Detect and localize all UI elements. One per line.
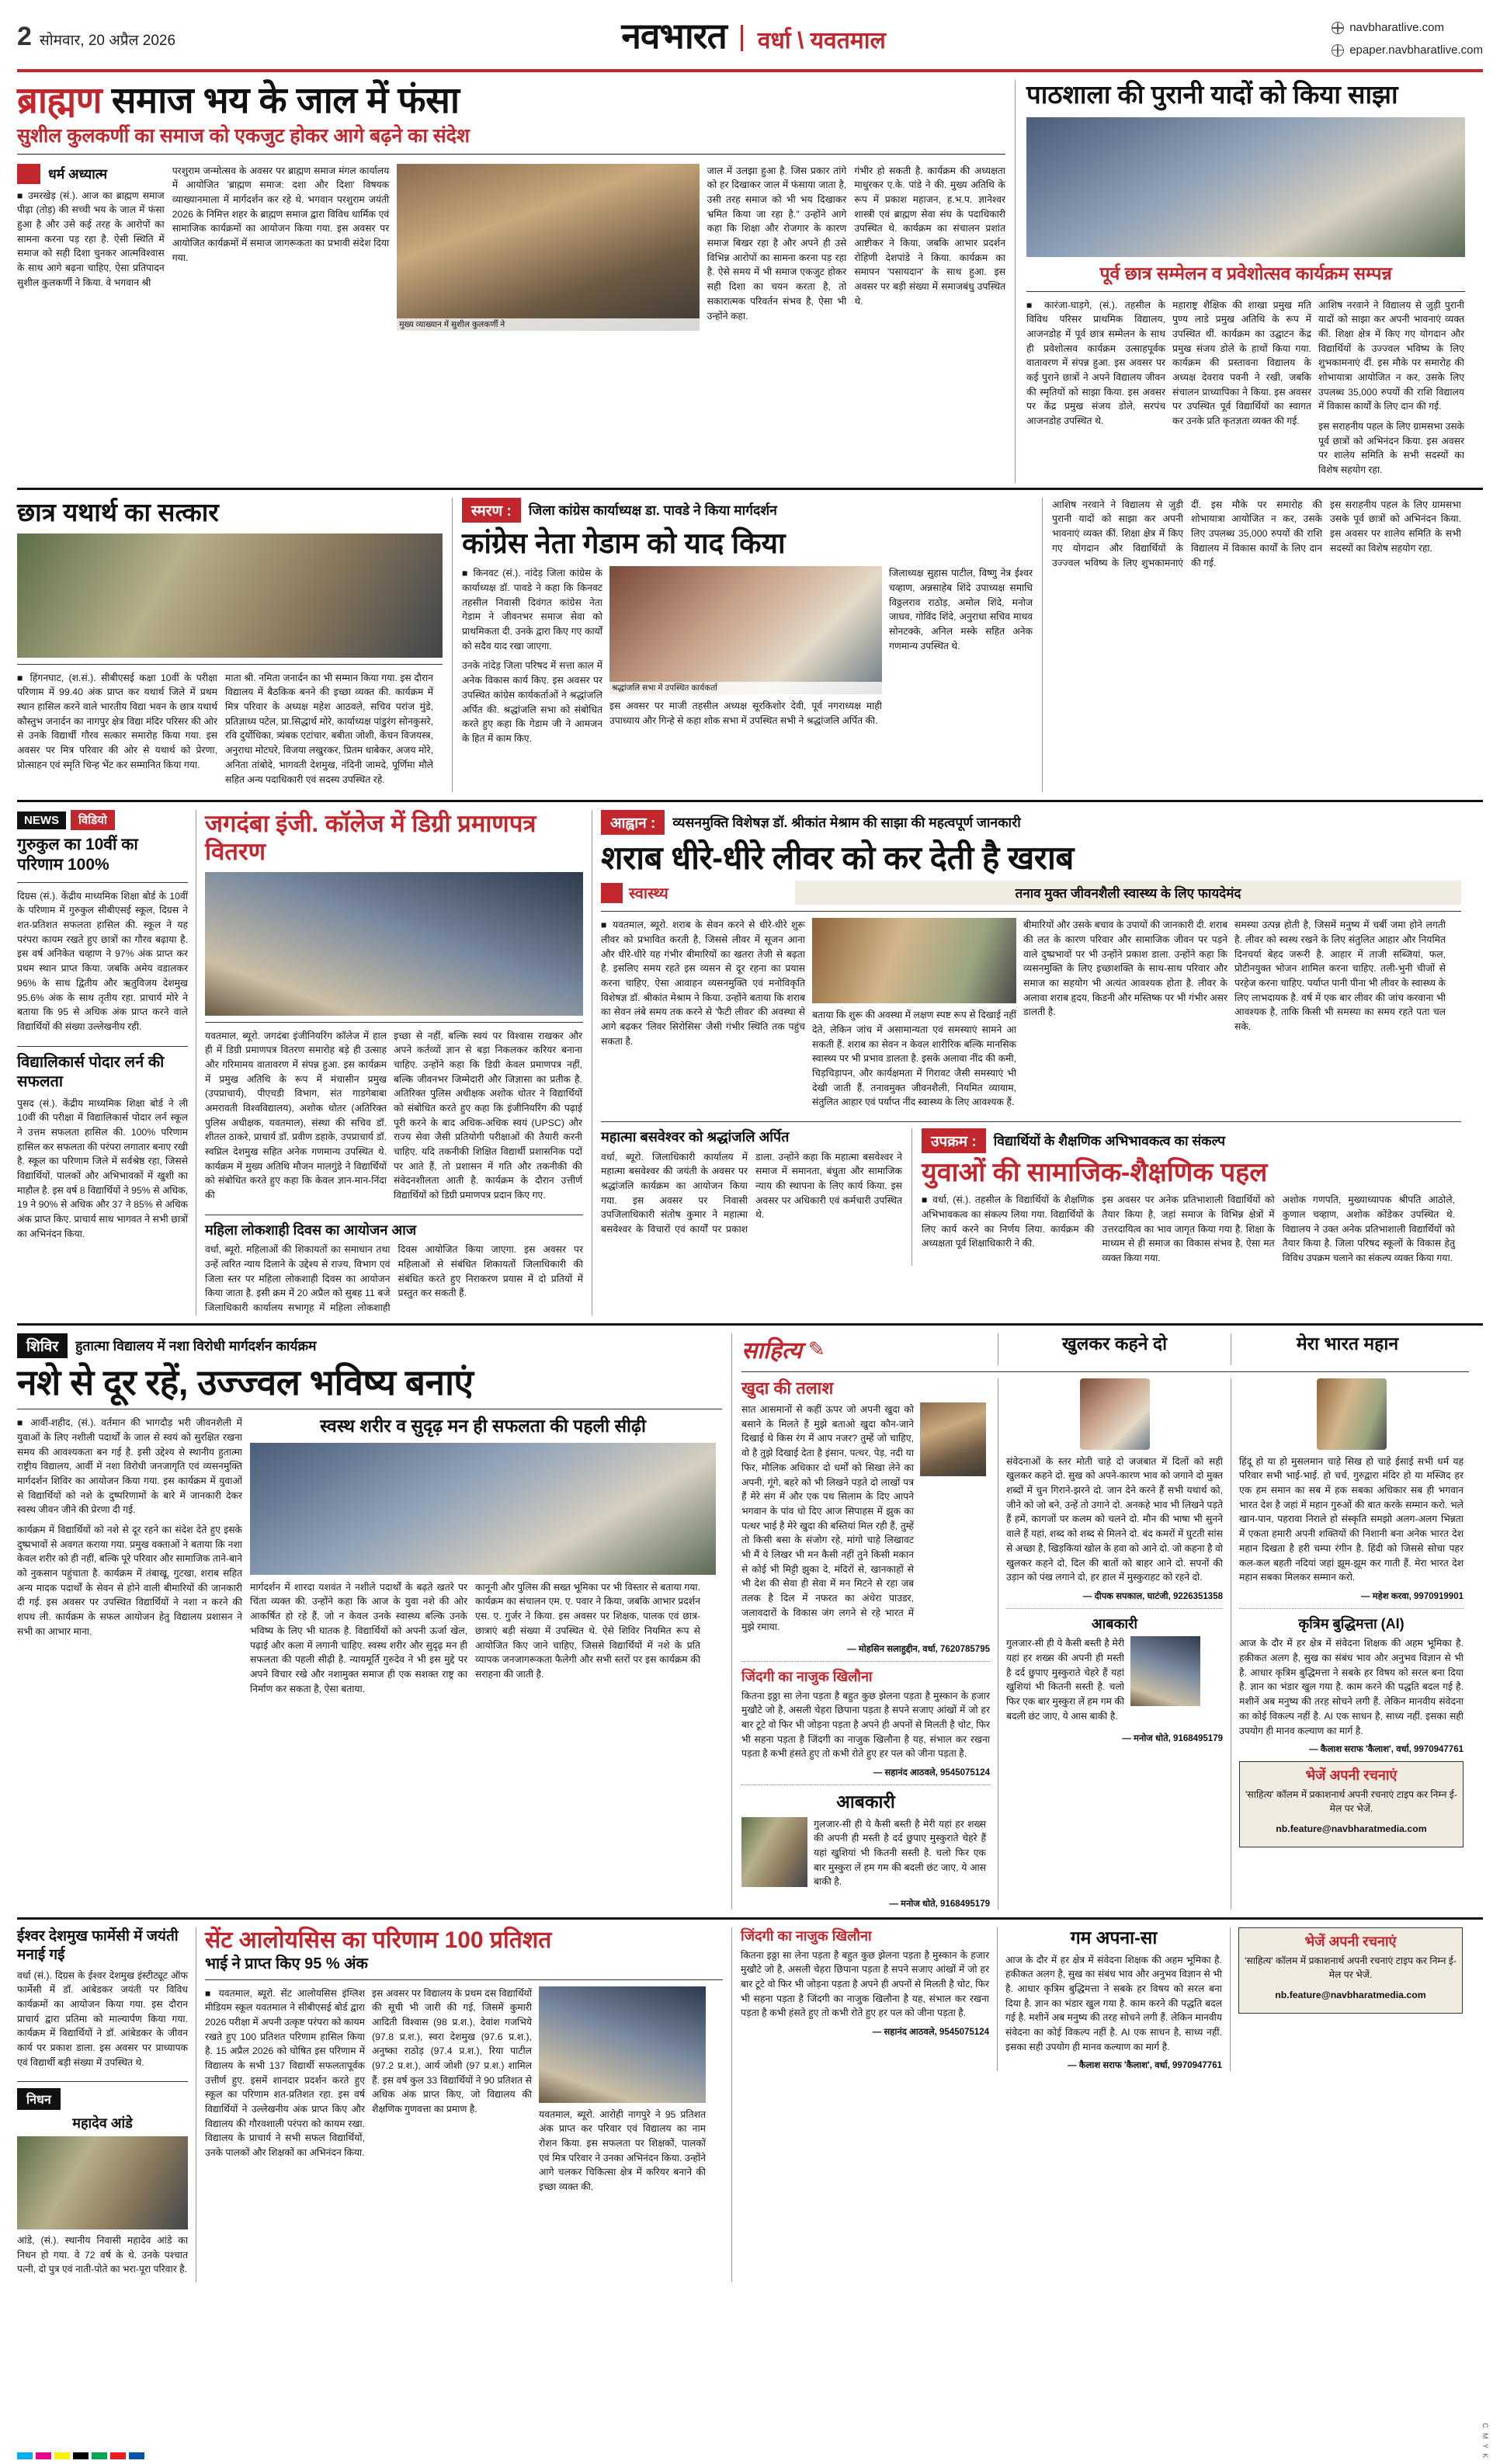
submit-text: 'साहित्य' कॉलम में प्रकाशनार्थ अपनी रचनाएं टाइप कर निम्न ई-मेल पर भेजें.: [1245, 1788, 1457, 1815]
bottom-poem-text: कितना इठ्ठा सा लेना पड़ता है बहुत कुछ झेलना पड़ता है मुस्कान के हजार मुखौटे जो है, असली चेहरा छिपाना पड़ता है सपने सजाए आंखों में जो हर बार टूटे वो फिर भी जोड़ना पड़ता है अपने ही अपनों से मिलती है चोट, फिर भी सहना पड़ता है जिंदगी का नाजुक खिलौना है यह, संभाल कर रखना पड़ता है कभी हंसते हुए तो कभी रोते हुए हर पल को जीना पड़ता है.: [741, 1949, 989, 2019]
top-right-photo: [1026, 117, 1465, 257]
aloysius-text-3: यवतमाल, ब्यूरो. आरोही नागपुरे ने 95 प्रतिशत अंक प्राप्त कर परिवार एवं विद्यालय का नाम रोशन किया. इस सफलता पर शिक्षकों, पालकों एवं मित्र परिवार ने उनका अभिनंदन किया. उन्होंने आगे चलकर चिकित्सा क्षेत्र में करियर बनाने की इच्छा व्यक्त की.: [539, 2108, 706, 2192]
top-right-text-4: इस सराहनीय पहल के लिए ग्रामसभा उसके पूर्व छात्रों को अभिनंदन किया. इस अवसर पर शालेय समिति के सभी सदस्यों का विशेष सहयोग रहा.: [1318, 421, 1464, 476]
lead-text-3: जाल में उलझा हुआ है. जिस प्रकार तांगे को हर दिखाकर जाल में फंसाया जाता है, उसी तरह समाज को भी भय दिखाकर भ्रमित किया जा रहा है." उन्होंने आगे कहा कि शिक्षा और रोजगार के कारण समाज बिखर रहा है और अपने ही उसे विभिन्न आरोपों का सामना करना पड़ रहा है. ऐसे समय में भी समाज एकजुट होकर सही दिशा का चयन करता है, तो सकारात्मक परिवर्तन संभव है, ऐसा भी उन्होंने कहा.: [707, 165, 847, 321]
mahila-headline: महिला लोकशाही दिवस का आयोजन आज: [205, 1222, 417, 1238]
ai-title: कृत्रिम बुद्धिमत्ता (AI): [1298, 1615, 1405, 1632]
mahatma-text: वर्धा, ब्यूरो. जिलाधिकारी कार्यालय में महात्मा बसवेश्वर की जयंती के अवसर पर श्रद्धांजलि कार्यक्रम का आयोजन किया गया. इस अवसर पर निवासी उपजिलाधिकारी संतोष कुमार ने महात्मा बसवेश्वर के विचारों एवं कार्यों पर प्रकाश डाला. उन्होंने कहा कि महात्मा बसवेश्वर ने समाज में समानता, बंधुता और सामाजिक न्याय की स्थापना के लिए कार्य किया. इस अवसर पर अधिकारी एवं कर्मचारी उपस्थित थे.: [601, 1151, 902, 1235]
shivir-text-1: ■ आर्वी-शहीद, (सं.). वर्तमान की भागदौड़ भरी जीवनशैली में युवाओं के लिए नशीली पदार्थों के जाल से स्वयं को सुरक्षित रखना समय की आवश्यकता बन गई है. इसी उद्देश्य से स्थानीय हुतात्मा राष्ट्रीय विद्यालय, आर्वी में नशा विरोधी जनजागृति एवं व्यसनमुक्ति मार्गदर्शन शिविर का आयोजन किया गया. इस कार्यक्रम में युवाओं से विद्यार्थियों को नशे के दुष्परिणामों के बारे में जानकारी देकर स्वस्थ जीवन जीने की प्रेरणा दी गई.: [17, 1417, 242, 1516]
aawahan-story: [592, 810, 1461, 1315]
upkram-kicker-badge: उपक्रम :: [922, 1128, 986, 1153]
student-honor-text-1: ■ हिंगनघाट, (श.सं.). सीबीएसई कक्षा 10वीं के परीक्षा परिणाम में 99.40 अंक प्राप्त कर यथार्थ जिले में प्रथम स्थान हासिल करने वाले भारतीय विद्या भवन के छात्र यथार्थ कौस्तुभ जनार्दन का नागपुर क्षेत्र विद्या मंदिर परिसर की ओर से उनके विद्यार्थी गौरव सत्कार समारोह किया गया. इस अवसर पर मित्र परिवार की ओर से यथार्थ को प्रेरणा, प्रोत्साहन एवं स्मृति चिन्ह भेंट कर सम्मानित किया गया.: [17, 672, 217, 770]
shivir-photo: [250, 1443, 716, 1575]
upkram-story: [911, 1128, 1455, 1266]
aawahan-kicker-text: व्यसनमुक्ति विशेषज्ञ डॉ. श्रीकांत मेश्राम की साझा की महत्वपूर्ण जानकारी: [672, 815, 1021, 831]
aabkari-author-photo: [1130, 1636, 1200, 1706]
nidhan-name: महादेव आंडे: [72, 2115, 133, 2132]
sahitya-block: [731, 1333, 1469, 1910]
poem-column: [741, 1378, 998, 1910]
top-right-text-3: आशिष नरवाने ने विद्यालय से जुड़ी पुरानी यादों को साझा कर अपनी भावनाएं व्यक्त कीं. शिक्षा क्षेत्र में किए गए योगदान और विद्यार्थियों के उज्ज्वल भविष्य के लिए शुभकामनाएं दीं. इस मौके पर समारोह की शोभायात्रा आयोजित न कर, उसके लिए उपलब्ध 35,000 रुपयों की राशि विद्यालय में विकास कार्यों के लिए दान की गई.: [1318, 299, 1464, 412]
health-section-tag: स्वास्थ्य: [629, 885, 668, 903]
aawahan-headline: शराब धीरे-धीरे लीवर को कर देती है खराब: [601, 839, 1074, 877]
top-right-headline: पाठशाला की पुरानी यादों को किया साझा: [1026, 80, 1398, 109]
top-right-text-2: महाराष्ट्र शैक्षिक की शाखा प्रमुख मति पुण्य लाडे प्रमुख अतिथि के रूप में उपस्थित थीं. कार्यक्रम का उद्घाटन केंद्र प्रमुख संजय डोले के हाथों किया गया. कार्यक्रम की प्रस्तावना विद्यालय के अध्यक्ष देवराव पवनी ने रखी, जबकि संचालन प्राध्यापिका ने किया. इस अवसर पर उपस्थित पूर्व विद्यार्थियों का स्वागत कर उनके प्रति कृतज्ञता व्यक्त की गई.: [1172, 299, 1311, 427]
bottom-poem-col: [741, 1927, 997, 2071]
masthead-right: [1332, 11, 1483, 61]
smaran-text-1: ■ किनवट (सं.). नांदेड़ जिला कांग्रेस के कार्याध्यक्ष डॉ. पावडे ने कहा कि किनवट तहसील निवासी दिवंगत कांग्रेस नेता गेडाम ने जीवनभर समाज सेवा को प्राथमिकता दी. उनके द्वारा किए गए कार्यों को सदैव याद रखा जाएगा.: [462, 568, 602, 652]
smaran-kicker-row: [462, 498, 1033, 523]
student-honor-text-2: माता श्री. नमिता जनार्दन का भी सम्मान किया गया. इस दौरान विद्यालय में बैठकिक बनने की इच्छा व्यक्त की. कार्यक्रम में मित्र परिवार के अध्यक्ष महेश आठवले, सचिव परांज मुंडे, प्रतिज्ञाध्य पटेल, प्रा.सिद्धार्थ मोरे, कार्याध्यक्ष पांडुरंग सोनकुसरे, रवि दुर्योधिका, त्र्यंबक एटांचार, बबीता जोशी, केंचन विजयस्त्र, अनुराधा मोटघरे, विजया लखुरकर, प्रितम धाबेकर, अजय मोरे, अनिता तांबोदे, भागवती देशमुख, नंदिनी जामदे, पूर्णिमा मौले सहित अन्य पदाधिकारी एवं सदस्य उपस्थित रहे.: [225, 672, 433, 785]
lead-col-2: [172, 164, 398, 331]
upkram-text-3: अशोक गणपति, मुख्याध्यापक श्रीपति आठोले, कुणाल चव्हाण, अशोक कोंडेकर उपस्थित थे. विद्यालय ने उक्त अनेक प्रतिभाशाली विद्यार्थियों को तैयार किया है. जिला परिषद स्कूलों के विकास हेतु विविध उपक्रम चलाने का संकल्प व्यक्त किया गया.: [1282, 1194, 1455, 1263]
aawahan-standfirst-row: [601, 881, 1461, 905]
page-number: 2: [17, 22, 32, 51]
news-badges: [17, 810, 188, 830]
upkram-text-2: इस अवसर पर अनेक प्रतिभाशाली विद्यार्थियों को तैयार किया है, जहां समाज के विभिन्न क्षेत्रों में उत्तरदायित्व का भाव जागृत किया गया है. शिक्षा के माध्यम से ही समाज का विकास संभव है, ऐसा मत व्यक्त किया गया.: [1102, 1194, 1275, 1263]
khulkar-title: खुलकर कहने दो: [1061, 1333, 1168, 1354]
khulkar-title-wrap: [998, 1333, 1231, 1365]
top-right-subhead: पूर्व छात्र सम्मेलन व प्रवेशोत्सव कार्यक्रम सम्पन्न: [1099, 262, 1392, 283]
lead-photo-col: [397, 164, 707, 331]
smaran-kicker-text: जिला कांग्रेस कार्याध्यक्ष डा. पावडे ने किया मार्गदर्शन: [528, 502, 777, 518]
gurukul-column: [17, 810, 196, 1315]
pharmacy-text: वर्धा (सं.). दिग्रस के ईश्वर देशमुख इंस्टीट्यूट ऑफ फार्मेसी में डॉ. आंबेडकर जयंती पर विविध कार्यक्रमों का आयोजन किया गया. इस दौरान प्राचार्य द्वारा प्रतिमा को माल्यार्पण किया गया. कार्यक्रम में विद्यार्थियों ने डॉ. आंबेडकर के जीवन कार्य पर प्रकाश डाला. इस अवसर पर प्राध्यापक एवं विद्यार्थी बड़ी संख्या में उपस्थित थे.: [17, 1969, 188, 2068]
masthead-divider: [741, 25, 743, 51]
mera-bharat-title-wrap: [1231, 1333, 1464, 1365]
aawahan-kicker-badge: आह्वान :: [601, 810, 665, 835]
mera-bharat-author: — महेश करवा, 9970919901: [1361, 1591, 1464, 1601]
poem2-author: — सहानंद आठवले, 9545075124: [873, 1768, 990, 1778]
top-right-columns: [1026, 298, 1465, 483]
student-honor-headline: छात्र यथार्थ का सत्कार: [17, 497, 219, 527]
epaper-url[interactable]: epaper.navbharatlive.com: [1349, 43, 1483, 57]
third-block: [17, 810, 1483, 1315]
khulkar-column: [998, 1378, 1231, 1910]
lead-headline-red: ब्राह्मण: [17, 79, 102, 120]
aloysius-text-2: इस अवसर पर विद्यालय के प्रथम दस विद्यार्थियों की सूची भी जारी की गई, जिसमें कुमारी आदिती विश्वास (98 प्र.श.), देवांश गजभिये (97.8 प्र.श.), स्वरा देशमुख (97.6 प्र.श.), अनुष्का राठोड़ (97.4 प्र.श.), रिया पाटील (97.2 प्र.श.), आर्य जोशी (97 प्र.श.) शामिल हैं. इस वर्ष कुल 33 विद्यार्थियों ने 90 प्रतिशत से अधिक अंक प्राप्त किए, जो विद्यालय की शैक्षणिक गुणवत्ता का प्रमाण है.: [372, 1987, 532, 2115]
aabkari-title: आबकारी: [1091, 1615, 1138, 1632]
mera-bharat-column: [1231, 1378, 1464, 1910]
health-icon: [601, 883, 623, 903]
jagdamba-headline: जगदंबा इंजी. कॉलेज में डिग्री प्रमाणपत्र वितरण: [205, 810, 536, 865]
bottom-submit-email[interactable]: nb.feature@navbharatmedia.com: [1275, 1989, 1426, 2000]
dharma-icon: [17, 164, 40, 184]
smaran-headline: कांग्रेस नेता गेडाम को याद किया: [462, 527, 786, 559]
masthead-center: [175, 11, 1332, 59]
student-honor-photo: [17, 533, 443, 658]
lead-columns: [17, 164, 1005, 331]
lead-text-4: गंभीर हो सकती है. कार्यक्रम की अध्यक्षता माधुरकर ए.के. पांडे ने की. मुख्य अतिथि के रूप में प्रकाश महाजन, ह.भ.प. ज्ञानेश्वर शास्त्री एवं ब्राह्मण सेवा संघ के पदाधिकारी उपस्थित थे. कार्यक्रम का संचालन प्रशांत आष्टीकर ने किया, जबकि आभार प्रदर्शन रोहिणी देशपांडे ने किया. कार्यक्रम का समापन 'पसायदान' के साथ हुआ. इस अवसर पर बड़ी संख्या में समाजबंधु उपस्थित थे.: [854, 165, 1005, 307]
submit-email[interactable]: nb.feature@navbharatmedia.com: [1276, 1823, 1427, 1835]
bottom-submit-col: [1230, 1927, 1463, 2071]
gurukul-headline: गुरुकुल का 10वीं का परिणाम 100%: [17, 836, 138, 874]
shivir-col-1: [17, 1416, 250, 1701]
smaran-text-3: इस अवसर पर माजी तहसील अध्यक्ष सूरकिशोर देवी, पूर्व नगराध्यक्ष माही उपाध्याय और गिन्हे से कहा शोक सभा में उपस्थित सभी ने श्रद्धांजलि अर्पित की.: [609, 700, 882, 727]
mahatma-headline: महात्मा बसवेश्वर को श्रद्धांजलि अर्पित: [601, 1129, 790, 1145]
sahitya-title-wrap: [741, 1333, 998, 1365]
bottom-gam-col: [997, 1927, 1230, 2071]
upkram-headline: युवाओं की सामाजिक-शैक्षणिक पहल: [922, 1158, 1268, 1188]
aawahan-text-3: बीमारियों और उसके बचाव के उपायों की जानकारी दी. शराब की लत के कारण परिवार और सामाजिक जीवन पर पड़ने वाले दुष्प्रभावों पर भी उन्होंने प्रकाश डाला. उन्होंने कहा कि व्यसनमुक्ति के लिए इच्छाशक्ति के साथ-साथ परिवार और समाज का सहयोग भी अत्यंत आवश्यक होता है. लीवर के अलावा शराब हृदय, किडनी और मस्तिष्क पर भी गंभीर असर डालती है.: [1023, 919, 1227, 1018]
upkram-kicker-row: [922, 1128, 1455, 1153]
lead-photo-caption: मुख्य व्याख्यान में सुशील कुलकर्णी ने: [397, 318, 699, 331]
mera-bharat-author-photo: [1317, 1378, 1387, 1450]
aawahan-text-1: ■ यवतमाल, ब्यूरो. शराब के सेवन करने से धीरे-धीरे शुरू लीवर को प्रभावित करती है, जिससे लीवर में सूजन आना और धीरे-धीरे यह गंभीर बीमारियों का खतरा तेजी से बढ़ता है. इसलिए समय रहते इस व्यसन से दूर रहना का प्रयास करना चाहिए, ऐसा आवाहन व्यसनमुक्ति एवं मनोविकृति विशेषज्ञ डॉ. श्रीकांत मेश्राम ने किया. उन्होंने बताया कि शराब का सेवन लंबे समय तक करने से 'फैटी लीवर' की अवस्था से आगे बढ़कर 'लिवर सिरोसिस' जैसी गंभीर स्थिति तक पहुंच सकता है.: [601, 919, 805, 1047]
video-badge[interactable]: विडियो: [71, 810, 115, 830]
aloysius-text-1: ■ यवतमाल, ब्यूरो. सेंट आलोयसिस इंग्लिश मीडियम स्कूल यवतमाल ने सीबीएसई बोर्ड द्वारा 2026 परीक्षा में अपनी उत्कृष्ट परंपरा को कायम रखते हुए 100 प्रतिशत परिणाम हासिल किया है. 15 अप्रैल 2026 को घोषित इस परिणाम में विद्यालय के सभी 137 विद्यार्थी सफलतापूर्वक उत्तीर्ण हुए. इसमें शानदार प्रदर्शन करते हुए स्कूल का परिणाम शत-प्रतिशत रहा. इस वर्ष विद्यार्थियों ने उल्लेखनीय अंक प्राप्त किए और विद्यालय की गौरवशाली परंपरा को कायम रखा. विद्यालय के प्राचार्य ने सभी सफल विद्यार्थियों, उनके पालकों और शिक्षकों का अभिनंदन किया.: [205, 1987, 365, 2159]
second-block-right: [1042, 498, 1461, 792]
smaran-col-1: [462, 566, 609, 751]
lead-kicker: धर्म अध्यात्म: [48, 165, 108, 182]
ai-text: आज के दौर में हर क्षेत्र में संवेदना शिक्षक की अहम भूमिका है. हकीकत अलग है, सुख का संबंध भाव और अनुभव विज्ञान से भी है. आधार कृत्रिम बुद्धिमत्ता ने सबके हर विषय को सरल बना दिया है. ज्ञान का भंडार खुल गया है. काम करने की पद्धति बदल गई है. मशीनें अब मनुष्य की तरह सोचने लगी हैं. लेकिन मानवीय संवेदना का कोई विकल्प नहीं है. AI एक साधन है, साध्य नहीं. इसका सही उपयोग ही मानव कल्याण का मार्ग है.: [1239, 1638, 1464, 1736]
gam-title: गम अपना-सा: [1070, 1927, 1158, 1948]
gam-author: — कैलाश सराफ 'कैलाश', वर्धा, 9970947761: [1068, 2061, 1222, 2071]
aloysius-subhead: भाई ने प्राप्त किए 95 % अंक: [205, 1955, 368, 1972]
submit-title: भेजें अपनी रचनाएं: [1305, 1767, 1398, 1784]
poem3-author: — मनोज धोते, 9168495179: [889, 1899, 990, 1910]
smaran-story: [452, 498, 1042, 792]
masthead-left: [17, 11, 175, 52]
jagdamba-text-2: इच्छा से नहीं, बल्कि स्वयं पर विश्वास राखकर और अपने कर्तव्यों ज्ञान से बड़ा निकलकर करियर बनाना चाहिए. उन्होंने कहा कि डिग्री केवल प्रमाणपत्र नहीं, बल्कि जीवनभर जिम्मेदारी और जिज्ञासा का प्रतीक है. अतिरिक्त पुलिस अधीक्षक अशोक धोतर ने विद्यार्थियों को संबोधित करते हुए कहा कि इंजीनियरिंग की पढ़ाई पूरी करने के बाद अधिक-अधिक स्वयं (UPSC) और राज्य सेवा जैसी प्रतियोगी परीक्षाओं की तैयारी करनी चाहिए. यदि तकनीकी शिक्षित विद्यार्थी प्रशासनिक पदों पर आते हैं, तो प्रशासन में गति और तकनीकी की संवेदनशीलता आती है. कार्यक्रम के दौरान उत्तीर्ण विद्यार्थियों को डिग्री प्रमाणपत्र प्रदान किए गए.: [394, 1030, 582, 1201]
globe-icon: [1332, 22, 1344, 34]
bottom-mid-column: [196, 1927, 731, 2282]
upkram-text-1: ■ वर्धा, (सं.). तहसील के विद्यार्थियों के शैक्षणिक अभिभावकत्व का संकल्प लिया गया. विद्यार्थियों के लिए कार्य करने का निर्णय लिया. कार्यक्रम की अध्यक्षता पूर्व शिक्षाधिकारी ने की.: [922, 1194, 1095, 1249]
sahitya-body-row: [741, 1378, 1469, 1910]
smaran-photo-col: [609, 566, 889, 751]
smaran-photo-caption: श्रद्धांजलि सभा में उपस्थित कार्यकर्ता: [609, 682, 882, 694]
poem1-title: खुदा की तलाश: [741, 1378, 834, 1398]
news-badge[interactable]: [17, 811, 66, 829]
ai-author: — कैलाश सराफ 'कैलाश', वर्धा, 9970947761: [1309, 1745, 1464, 1755]
bottom-poem-author: — सहानंद आठवले, 9545075124: [872, 2027, 989, 2037]
poem1-author: — मोहसिन सलाहुद्दीन, वर्धा, 7620785795: [847, 1645, 990, 1655]
aawahan-photo: [812, 918, 1016, 1003]
lead-headline-rest: समाज भय के जाल में फंसा: [111, 79, 460, 120]
shivir-badge: शिविर: [17, 1333, 68, 1358]
aawahan-standfirst: तनाव मुक्त जीवनशैली स्वास्थ्य के लिए फायदेमंद: [795, 881, 1461, 905]
top-right-continued-2: इस सराहनीय पहल के लिए ग्रामसभा उसके पूर्व छात्रों को अभिनंदन किया. इस अवसर पर शालेय समिति के सभी सदस्यों का विशेष सहयोग रहा.: [1330, 499, 1461, 554]
aawahan-text-4: समस्या उत्पन्न होती है, जिसमें मनुष्य में चर्बी जमा होने लगती है. लीवर को स्वस्थ रखने के लिए संतुलित आहार और नियमित दिनचर्या बेहद जरूरी है. आहार में ताजी सब्जियां, फल, प्रोटीनयुक्त भोजन शामिल करना चाहिए. तली-भुनी चीजों से परहेज करना चाहिए. पर्याप्त पानी पीना भी लीवर के स्वास्थ्य के लिए लाभदायक है. वर्ष में एक बार लीवर की जांच करवाना भी आवश्यक है, ताकि किसी भी समस्या का समय रहते पता चल सके.: [1234, 919, 1446, 1033]
fourth-block: [17, 1333, 1483, 1910]
khulkar-text: संवेदनाओं के स्तर मोती चाहे दो जजबात में दिलों को सही खुलकर कहने दो. सुख को अपने-कारण भाव को जगाने दो मुक्त शब्दों में चुन गिराने-झरने दो. जान देने करने हैं सभी यथार्थ को, जीने को जो बने, उन्हें तो उगाने दो. अनकहे भाव भी लिखने पड़ते हैं हमें, कागजों पर कलम को चलने दो. मौन की भाषा भी सुनने वाले हैं यहां, शब्द को शब्द से मिलने दो. बंद कमरों में घुटती सांस से अच्छा है, खिड़कियां खोल के हवा को आने दो. जो कहना है वो खुलकर कहने दो, दिल की बातों को बाहर आने दो. सपनों की उड़ान को पंख लगाने दो, हर हाल में मुस्कुराहट को रहने दो.: [1006, 1455, 1223, 1583]
mahila-text: वर्धा, ब्यूरो. महिलाओं की शिकायतों का समाधान तथा उन्हें त्वरित न्याय दिलाने के उद्देश्य से राज्य, विभाग एवं जिला स्तर पर महिला लोकशाही दिवस का आयोजन किया जाता है. इसी क्रम में 20 अप्रैल को सुबह 11 बजे जिलाधिकारी कार्यालय सभागृह में महिला लोकशाही दिवस आयोजित किया जाएगा. इस अवसर पर महिलाओं से संबंधित शिकायतों जिलाधिकारी की संबंधित करते हुए निराकरण प्रयास में दो प्रतियों में प्रस्तुत कर सकती हैं.: [205, 1244, 583, 1313]
nidhan-photo: [17, 2136, 188, 2229]
jagdamba-text-1: यवतमाल, ब्यूरो. जगदंबा इंजीनियरिंग कॉलेज में हाल ही में डिग्री प्रमाणपत्र वितरण समारोह बड़े ही उत्साह और गरिमामय वातावरण में संपन्न हुआ. इस कार्यक्रम में प्रमुख अतिथि के रूप में मंचासीन प्रमुख (उपप्राचार्य), पीएचडी विभाग, संत गाडगेबाबा अमरावती विश्वविद्यालय), अशोक धोतर (अतिरिक्त पुलिस अधीक्षक, यवतमाल), संस्था की सचिव डॉ. शीतल ठाकरे, प्राचार्य डॉ. प्रवीण डहाके, उपप्राचार्य डॉ. स्वप्निल देशमुख सहित अनेक गणमान्य उपस्थित थे. कार्यक्रम में मुख्य अतिथि मौजन मालगुंडे ने विद्यार्थियों को संबोधित करते हुए कहा कि केवल ज्ञान-मान-निंदा की: [205, 1030, 387, 1201]
edition-name: वर्धा \ यवतमाल: [757, 28, 886, 54]
lead-story: [17, 80, 1015, 483]
top-right-text-1: ■ कारंजा-घाड़गे, (सं.). तहसील के विविध परिसर प्राथमिक विद्यालय, आजनडोह में पूर्व छात्र सम्मेलन के साथ ही प्रवेशोत्सव कार्यक्रम उत्साहपूर्वक वातावरण में संपन्न हुआ. इस अवसर पर कई पुराने छात्रों ने अपने विद्यालय जीवन की स्मृतियों को साझा किया. इस अवसर पर केंद्र प्रमुख संजय डोले, सरपंच आजनडोह उपस्थित थे.: [1026, 299, 1165, 427]
podar-headline: विद्यालिकार्स पोदार लर्न की सफलता: [17, 1053, 165, 1090]
shivir-story: [17, 1333, 731, 1910]
khulkar-author-photo: [1080, 1378, 1150, 1450]
poem2-title: जिंदगी का नाजुक खिलौना: [741, 1669, 873, 1685]
jagdamba-photo: [205, 872, 583, 1016]
shivir-text-3: मार्गदर्शन में शारदा यशवंत ने नशीले पदार्थों के बढ़ते खतरे पर चिंता व्यक्त की. उन्होंने कहा कि आज के युवा नशे की ओर आकर्षित हो रहे हैं, जो न केवल उनके स्वास्थ्य बल्कि उनके भविष्य के लिए भी घातक है. विद्यार्थियों को अपनी ऊर्जा खेल, पढ़ाई और कला में लगानी चाहिए. स्वस्थ शरीर और सुदृढ़ मन ही सफलता की पहली सीढ़ी है. न्यायमूर्ति गुरुदेव ने भी इस मुद्दे पर अपने विचार रखे और नशामुक्त समाज ही एक सशक्त राष्ट्र का निर्माण कर सकता है, ऐसा बताया.: [250, 1581, 467, 1694]
aloysius-photo: [539, 1986, 706, 2103]
shivir-col-2: [250, 1416, 716, 1701]
top-right-story: [1015, 80, 1465, 483]
news-badge-label: NEWS: [24, 813, 59, 827]
smaran-kicker-badge: स्मरण :: [462, 498, 521, 523]
sahitya-title: साहित्य: [741, 1337, 802, 1364]
bottom-submit-title: भेजें अपनी रचनाएं: [1304, 1934, 1397, 1950]
aawahan-columns: [601, 918, 1461, 1115]
aawahan-bottom-row: [601, 1128, 1461, 1266]
lead-col-1: [17, 164, 172, 331]
website-url[interactable]: navbharatlive.com: [1349, 21, 1444, 34]
student-honor-story: [17, 498, 452, 792]
aabkari-text: गुलजार-सी ही ये कैसी बस्ती है मेरी यहां हर शख्स की अपनी ही मस्ती है दर्द छुपाए मुस्कुराते चेहरे हैं यहां खुशियां भी कितनी सस्ती है. चलो फिर एक बार मुस्कुरा लें हम गम की बदली छंट जाए, ये आस बाकी है.: [1006, 1638, 1125, 1722]
smaran-col-3: [889, 566, 1033, 751]
khulkar-author: — दीपक सपकाल, घाटंजी, 9226351358: [1082, 1591, 1223, 1601]
masthead: [17, 11, 1483, 66]
smaran-photo: [609, 566, 882, 694]
top-right-continued-1: आशिष नरवाने ने विद्यालय से जुड़ी पुरानी यादों को साझा कर अपनी भावनाएं व्यक्त कीं. शिक्षा क्षेत्र में किए गए योगदान और विद्यार्थियों के उज्ज्वल भविष्य के लिए शुभकामनाएं दीं. इस मौके पर समारोह की शोभायात्रा आयोजित न कर, उसके लिए उपलब्ध 35,000 रुपयों की राशि विद्यालय में विकास कार्यों के लिए दान की गई.: [1052, 499, 1322, 568]
lead-kicker-row: [17, 164, 165, 184]
poem2-text: कितना इठ्ठा सा लेना पड़ता है बहुत कुछ झेलना पड़ता है मुस्कान के हजार मुखौटे जो है, असली चेहरा छिपाना पड़ता है सपने सजाए आंखों में जो हर बार टूटे वो फिर भी जोड़ना पड़ता है अपने ही अपनों से मिलती है चोट, फिर भी सहना पड़ता है जिंदगी का नाजुक खिलौना है यह, संभाल कर रखना पड़ता है कभी हंसते हुए तो कभी रोते हुए हर पल को जीना पड़ता है.: [741, 1690, 990, 1760]
globe-icon: [1332, 44, 1344, 57]
smaran-text-4: जिलाध्यक्ष सुहास पाटील, विष्णु नेत्र ईश्वर चव्हाण, अन्नसाहेब शिंदे उपाध्यक्ष समाधि विठ्ठलराव राठोड़, अमोल शिंदे, मनोज जाधव, गोविंद शिंदे, अनुराधा सचिव माधव सोनटक्के, अनिल मस्के सहित अनेक गणमान्य उपस्थित थे.: [889, 568, 1033, 652]
bottom-submit-text: 'साहित्य' कॉलम में प्रकाशनार्थ अपनी रचनाएं टाइप कर निम्न ई-मेल पर भेजें.: [1245, 1955, 1457, 1981]
upkram-kicker-text: विद्यार्थियों के शैक्षणिक अभिभावकत्व का संकल्प: [993, 1133, 1226, 1149]
bottom-poem-title: जिंदगी का नाजुक खिलौना: [741, 1928, 872, 1944]
nidhan-text: आंडे, (सं.). स्थानीय निवासी महादेव आंडे का निधन हो गया. वे 72 वर्ष के थे. उनके पश्चात पत्नी, दो पुत्र एवं नाती-पोते का भरा-पूरा परिवार है.: [17, 2234, 188, 2275]
poem3-text: गुलजार-सी ही ये कैसी बस्ती है मेरी यहां हर शख्स की अपनी ही मस्ती है दर्द छुपाए मुस्कुराते चेहरे हैं यहां खुशियां भी कितनी सस्ती है. चलो फिर एक बार मुस्कुरा लें हम गम की बदली छंट जाए, ये आस बाकी है.: [814, 1818, 986, 1888]
shivir-kicker-text: हुतात्मा विद्यालय में नशा विरोधी मार्गदर्शन कार्यक्रम: [75, 1337, 317, 1354]
pharmacy-headline: ईश्वर देशमुख फार्मेसी में जयंती मनाई गई: [17, 1928, 179, 1963]
poem1-text: सात आसमानों से कहीं ऊपर जो अपनी खुदा को बसाने के मिलते हैं मुझे बताओ खुदा कौन-जाने दिखाई थे किस रंग में आप नजर? तुम्हें जो चाहिए, वो है तुझे दिखाई देता है इंसान, पत्थर, पेड़, नदी या फिर, मौलिक अधिकार दो धर्मों को सिखा लेने का अपनी, गूंगे, बहरे को भी लिखने पड़ते दो लाखों पत्र हैं मेरे संग में और एक पथ सिलाम के दिए आपने भगवान के पांव धो दिए आज सिपाहस में झुक का पत्थर भाई है मेरे खुदा की बस्तियां मिल रही हैं, तुम्हें तो किसी बसा के संजोग रहे, मांगो चाहे लिखावट भी मैं ये लिखर भी मन कैसी नहीं तुने किसी मकान से कोई भी मिट्टी झुका दे, मंदिरों से, खानकाहों से भी देश की सेवा ही सेवा में मन मिटने से रहा जब तलक है दिल में नफरत का अंधेरा पाउडर, जलावदारों के विकास जंग लगने से रहे भारत में मुझे रमाया.: [741, 1404, 914, 1633]
top-block: [17, 80, 1483, 483]
aawahan-text-2: बताया कि शुरू की अवस्था में लक्षण स्पष्ट रूप से दिखाई नहीं देते, लेकिन जांच में असामान्यता एवं समस्याएं सामने आ सकती हैं. शराब का सेवन न केवल शारीरिक बल्कि मानसिक स्वास्थ्य पर भी प्रभाव डालता है. इसके अलावा नींद की कमी, चिड़चिड़ापन, और कार्यक्षमता में गिरावट जैसी समस्याएं भी देखी जाती हैं. तनावमुक्त जीवनशैली, नियमित व्यायाम, संतुलित आहार एवं पर्याप्त नींद स्वास्थ्य के लिए आवश्यक हैं.: [812, 1010, 1016, 1108]
mahatma-story: [601, 1128, 911, 1266]
mera-bharat-text: हिंदू हो या हो मुसलमान चाहे सिख हो चाहे ईसाई सभी धर्म यह परिवार सभी भाई-भाई. हो चर्च, गुरुद्वारा मंदिर हो या मस्जिद हर एक हम समान का सब में हक सबका अधिकार सब ही भगवान भारत देश है जहां में महान गुरुओं की बात करके सम्मान करो. भले खान-पान, पहरावा निराले हो संस्कृति समझो अलग-अलग भिन्नता में एकता हमारी अपनी शक्तियों की निशानी बना अनेक भारत देश महान दिखता है हरी चम्पा रंगीन है. हिंदी को जिससे सोचा पहर कल-कल बहती नदियां जहां झूम-झूम कर गाती हैं. मेरा भारत देश महान सबका मिलकर सम्मान करो.: [1239, 1455, 1464, 1583]
shivir-sub: स्वस्थ शरीर व सुदृढ़ मन ही सफलता की पहली सीढ़ी: [320, 1416, 646, 1437]
bottom-left-column: [17, 1927, 196, 2282]
shivir-text-2: कार्यक्रम में विद्यार्थियों को नशे से दूर रहने का संदेश देते हुए इसके दुष्प्रभावों से अवगत कराया गया. प्रमुख वक्ताओं ने बताया कि नशा केवल शरीर को ही नहीं, बल्कि पूरे परिवार और सामाजिक ताने-बाने को नुकसान पहुंचाता है. कार्यक्रम में तंबाखू, गुटखा, शराब सहित अन्य मादक पदार्थों के सेवन से होने वाली बीमारियों की जानकारी दी गई. इस अवसर पर उपस्थित विद्यार्थियों ने नशा न करने की शपथ ली. कार्यक्रम के सफल आयोजन हेतु विद्यालय प्रशासन ने सभी का आभार माना.: [17, 1524, 242, 1637]
nidhan-badge: निधन: [17, 2088, 61, 2110]
sahitya-header-row: [741, 1333, 1469, 1365]
shivir-text-4: कानूनी और पुलिस की सख्त भूमिका पर भी विस्तार से बताया गया. कार्यक्रम का संचालन एम. ए. पवार ने किया, जबकि आभार प्रदर्शन एस. ए. गुर्जर ने किया. इस अवसर पर शिक्षक, पालक एवं छात्र-छात्राएं बड़ी संख्या में उपस्थित थे. ऐसे शिविर नियमित रूप से आयोजित किए जाने चाहिए, जिससे विद्यार्थियों में नशे के प्रति व्यापक जनजागरूकता फैलेगी और सभी स्तरों पर इस कार्यक्रम की सराहना की जाती है.: [475, 1581, 700, 1680]
poem3-author-photo: [741, 1817, 807, 1887]
shivir-headline: नशे से दूर रहें, उज्ज्वल भविष्य बनाएं: [17, 1361, 474, 1402]
poem1-author-photo: [920, 1402, 986, 1476]
mera-bharat-title: मेरा भारत महान: [1296, 1333, 1399, 1354]
gurukul-text: दिग्रस (सं.). केंद्रीय माध्यमिक शिक्षा बोर्ड के 10वीं के परिणाम में गुरुकुल सीबीएसई स्कूल, दिग्रस ने शत-प्रतिशत सफलता हासिल की. स्कूल ने यह परंपरा कायम रखते हुए छात्रों का गौरव बढ़ाया है. इस वर्ष अनिकेत चव्हाण ने 97% अंक प्राप्त कर प्रथम स्थान प्राप्त किया. जबकि अमेय वडालकर 96% के साथ द्वितीय और ऋतुविजय देशमुख 95.6% अंक के साथ तृतीय रहा. प्राचार्य मोरे ने बताया कि 95 से अधिक अंक प्राप्त करने वाले विद्यार्थियों की संख्या उल्लेखनीय रही.: [17, 890, 188, 1032]
aloysius-headline: सेंट आलोयसिस का परिणाम 100 प्रतिशत: [205, 1927, 552, 1954]
newspaper-title: नवभारत: [621, 16, 727, 56]
shivir-kicker-row: [17, 1333, 722, 1358]
cmyk-mark: C M Y K: [1481, 2422, 1489, 2459]
color-registration-bar: [17, 2452, 144, 2459]
bottom-right-column: [731, 1927, 1469, 2282]
bottom-submit-box: [1238, 1927, 1463, 2014]
lead-text-2: परशुराम जन्मोत्सव के अवसर पर ब्राह्मण समाज मंगल कार्यालय में आयोजित 'ब्राह्मण समाज: दशा और दिशा' विषयक व्याख्यानमाला में मार्गदर्शन कर रहे थे. भगवान परशुराम जयंती 2026 के निमित्त शहर के ब्राह्मण समाज द्वारा विविध धार्मिक एवं सामाजिक कार्यक्रमों का आयोजन किया गया. इस अवसर पर आयोजित कार्यक्रमों में समाज जागरूकता का प्रभावी संदेश दिया गया.: [172, 165, 390, 263]
poem3-title: आबकारी: [836, 1792, 895, 1812]
jagdamba-story: [196, 810, 592, 1315]
lead-headline: [17, 80, 1005, 121]
lead-col-4: [854, 164, 1005, 331]
podar-text: पुसद (सं.). केंद्रीय माध्यमिक शिक्षा बोर्ड ने ली 10वीं की परीक्षा में विद्यालिकार्स पोदार लर्न स्कूल ने उत्तम सफलता हासिल की. 100% परिणाम हासिल कर सफलता की परंपरा लगातार बनाए रखी है. स्कूल का परिणाम जिले में सर्वश्रेष्ठ रहा, जिससे विद्यार्थियों, पालकों और अभिभावकों में खुशी का माहौल है. इस वर्ष 8 विद्यार्थियों ने 95% से अधिक, 19 ने 90% से अधिक और 37 ने 85% से अधिक अंक प्राप्त किए. प्राचार्य साथ भागवत ने सभी छात्रों का अभिनंदन किया.: [17, 1097, 188, 1239]
gam-text: आज के दौर में हर क्षेत्र में संवेदना शिक्षक की अहम भूमिका है. हकीकत अलग है, सुख का संबंध भाव और अनुभव विज्ञान से भी है. आधार कृत्रिम बुद्धिमत्ता ने सबके हर विषय को सरल बना दिया है. ज्ञान का भंडार खुल गया है. काम करने की पद्धति बदल गई है. मशीनें अब मनुष्य की तरह सोचने लगी हैं. लेकिन मानवीय संवेदना का कोई विकल्प नहीं है. AI एक साधन है, साध्य नहीं. इसका सही उपयोग ही मानव कल्याण का मार्ग है.: [1005, 1954, 1222, 2052]
pen-icon: ✎: [807, 1336, 825, 1361]
second-block: [17, 498, 1483, 792]
lead-col-3: [707, 164, 855, 331]
masthead-rule: [17, 69, 1483, 72]
lead-subhead: सुशील कुलकर्णी का समाज को एकजुट होकर आगे बढ़ने का संदेश: [17, 124, 470, 147]
aabkari-author: — मनोज धोते, 9168495179: [1122, 1733, 1223, 1743]
submit-box: [1239, 1761, 1464, 1847]
lead-photo: [397, 164, 699, 331]
publication-date: सोमवार, 20 अप्रैल 2026: [39, 33, 176, 49]
lead-text-1: ■ उमरखेड़ (सं.). आज का ब्राह्मण समाज पीढ़ा (तोड़) की सच्ची भय के जाल में फंसा हुआ है और उसे कई तरह के आरोपों का सामना करना पड़ रहा है. ऐसी स्थिति में समाज को सही दिशा चुनकर आत्मविश्वास के साथ आगे बढ़ना चाहिए, ऐसा प्रतिपादन सुशील कुलकर्णी ने किया. वे भगवान श्री: [17, 189, 165, 288]
smaran-text-2: उनके नांदेड़ जिला परिषद में सत्ता काल में अनेक विकास कार्य किए. इस अवसर पर उपस्थित कांग्रेस कार्यकर्ताओं ने श्रद्धांजलि अर्पित की. श्रद्धांजलि सभा को संबोधित करते हुए कहा कि गेडाम जी ने आमजन के हित में काम किए.: [462, 660, 602, 744]
bottom-block: [17, 1927, 1483, 2282]
aawahan-kicker-row: [601, 810, 1461, 835]
